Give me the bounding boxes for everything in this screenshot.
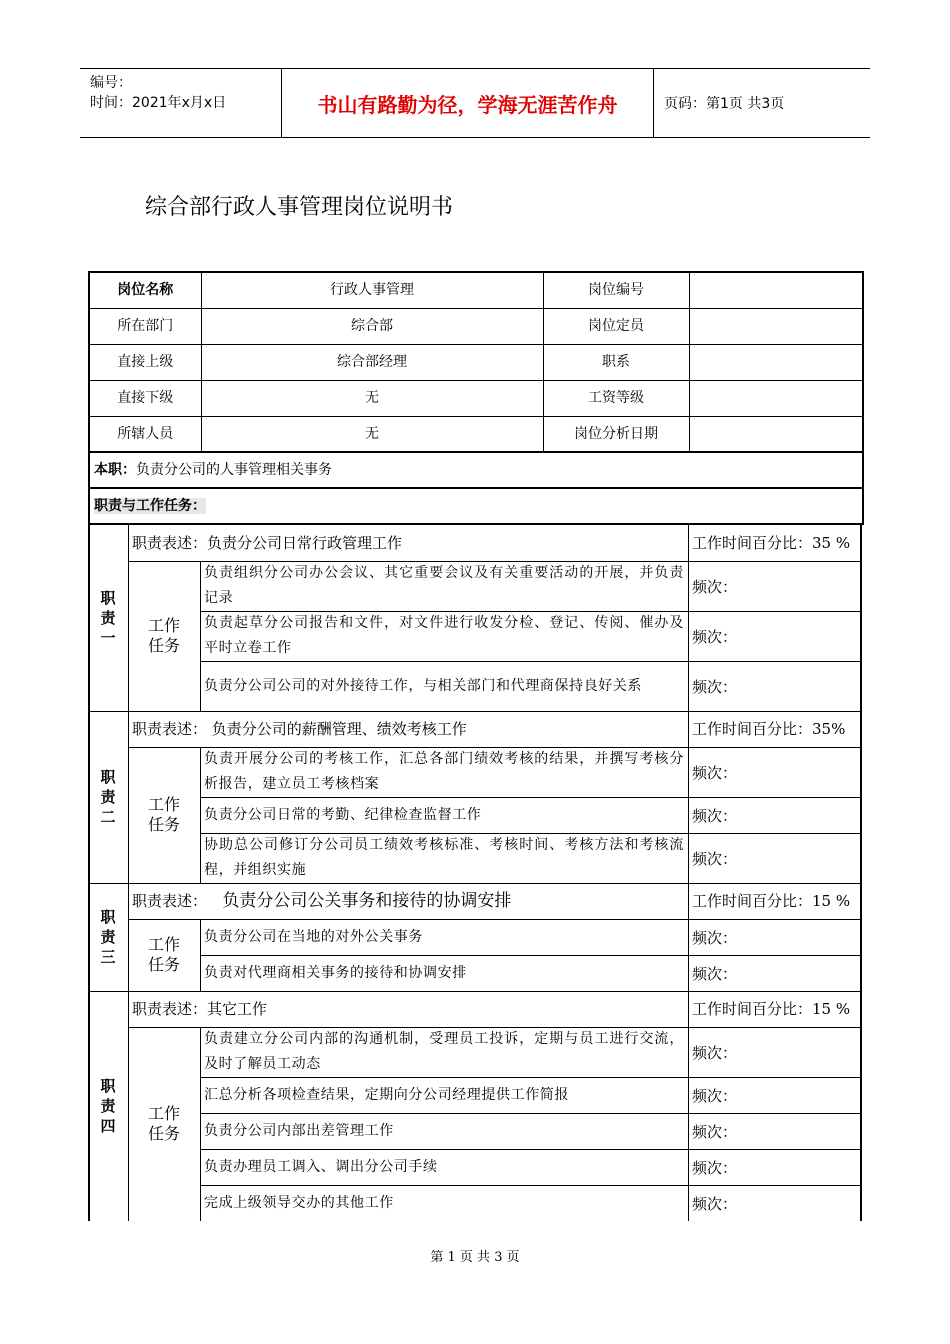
task-frequency: 频次： [692, 677, 738, 696]
work-tasks-label [128, 747, 200, 883]
info-label: 岗位名称 [89, 272, 201, 308]
task-item [204, 1113, 684, 1149]
info-value [689, 380, 863, 416]
task-item [204, 1185, 684, 1221]
duty-desc-text: 负责分公司的薪酬管理、绩效考核工作 [207, 720, 467, 738]
task-frequency: 频次： [692, 1158, 738, 1177]
task-item [204, 1149, 684, 1185]
table-rule [128, 919, 862, 920]
duty-desc-text: 负责分公司公关事务和接待的协调安排 [217, 891, 512, 911]
duty-summary-row [89, 452, 863, 488]
duty-desc-label: 职责表述： [132, 720, 208, 738]
task-frequency: 频次： [692, 1194, 738, 1213]
task-text: 负责起草分公司报告和文件，对文件进行收发分检、登记、传阅、催办及平时立卷工作 [204, 615, 684, 656]
info-label: 职系 [543, 344, 689, 380]
task-item [204, 833, 684, 883]
duty-desc [132, 883, 684, 919]
task-frequency: 频次： [692, 627, 738, 646]
work-tasks-label-text: 工作任务 [148, 616, 181, 655]
task-text: 负责开展分公司的考核工作，汇总各部门绩效考核的结果，并撰写考核分析报告，建立员工考核档案 [204, 751, 684, 792]
info-label: 工资等级 [543, 380, 689, 416]
table-rule [688, 525, 689, 711]
task-item [204, 1027, 684, 1077]
header-motto: 书山有路勤为径，学海无涯苦作舟 [282, 69, 654, 137]
info-value: 综合部 [201, 308, 543, 344]
task-frequency: 频次： [692, 849, 738, 868]
info-value: 综合部经理 [201, 344, 543, 380]
duty-name [88, 711, 128, 883]
task-text: 负责办理员工调入、调出分公司手续 [204, 1158, 438, 1175]
table-rule [200, 919, 201, 991]
task-item [204, 747, 684, 797]
work-tasks-label [128, 561, 200, 711]
table-rule [128, 883, 129, 991]
task-frequency: 频次： [692, 1086, 738, 1105]
page-header [80, 68, 870, 138]
duty-desc [132, 991, 684, 1027]
info-row [89, 308, 863, 344]
task-frequency: 频次： [692, 964, 738, 983]
info-row [89, 344, 863, 380]
table-rule [688, 991, 689, 1221]
work-tasks-label-text: 工作任务 [148, 1104, 181, 1143]
task-item [204, 955, 684, 991]
info-row [89, 272, 863, 308]
task-frequency: 频次： [692, 928, 738, 947]
table-rule [128, 1027, 862, 1028]
task-text: 负责分公司在当地的对外公关事务 [204, 928, 423, 945]
task-text: 负责分公司公司的对外接待工作，与相关部门和代理商保持良好关系 [204, 677, 642, 694]
work-tasks-label-text: 工作任务 [148, 935, 181, 974]
work-tasks-label [128, 1027, 200, 1221]
duties-header-row [89, 488, 863, 524]
task-item [204, 611, 684, 661]
task-text: 协助总公司修订分公司员工绩效考核标准、考核时间、考核方法和考核流程，并组织实施 [204, 837, 684, 878]
table-rule [688, 883, 689, 991]
info-label: 所在部门 [89, 308, 201, 344]
number-label: 编号： [90, 75, 132, 91]
task-item [204, 919, 684, 955]
task-frequency: 频次： [692, 1122, 738, 1141]
duty-summary-text: 负责分公司的人事管理相关事务 [136, 462, 332, 478]
duty-desc-label: 职责表述： [132, 892, 208, 910]
table-rule [200, 561, 201, 711]
task-item [204, 561, 684, 611]
page-footer: 第 1 页 共 3 页 [430, 1250, 520, 1265]
info-label: 直接上级 [89, 344, 201, 380]
task-text: 负责分公司内部出差管理工作 [204, 1122, 394, 1139]
duty-summary-label: 本职： [94, 462, 136, 478]
task-text: 负责组织分公司办公会议、其它重要会议及有关重要活动的开展，并负责记录 [204, 565, 684, 606]
task-frequency: 频次： [692, 806, 738, 825]
info-label: 岗位分析日期 [543, 416, 689, 452]
table-rule [128, 747, 862, 748]
info-value [689, 308, 863, 344]
info-value: 无 [201, 416, 543, 452]
duties-header: 职责与工作任务： [94, 498, 206, 514]
duty-desc [132, 525, 684, 561]
time-label: 时间：2021年x月x日 [90, 95, 227, 111]
table-rule [128, 711, 129, 883]
task-text: 负责分公司日常的考勤、纪律检查监督工作 [204, 806, 482, 823]
table-rule [200, 747, 201, 883]
info-value [689, 344, 863, 380]
table-rule [88, 525, 90, 1221]
task-frequency: 频次： [692, 577, 738, 596]
job-description-table [88, 271, 864, 525]
info-row [89, 416, 863, 452]
task-text: 汇总分析各项检查结果，定期向分公司经理提供工作简报 [204, 1086, 569, 1103]
task-text: 负责建立分公司内部的沟通机制，受理员工投诉，定期与员工进行交流，及时了解员工动态 [204, 1031, 684, 1072]
duty-name [88, 525, 128, 711]
duty-time-pct: 工作时间百分比：35 % [692, 534, 851, 552]
work-tasks-label [128, 919, 200, 991]
duty-time-pct: 工作时间百分比：35% [692, 720, 846, 738]
table-rule [128, 991, 129, 1221]
duty-time-pct: 工作时间百分比：15 % [692, 1000, 851, 1018]
task-item [204, 797, 684, 833]
info-value: 无 [201, 380, 543, 416]
info-label: 岗位定员 [543, 308, 689, 344]
task-frequency: 频次： [692, 1043, 738, 1062]
info-label: 所辖人员 [89, 416, 201, 452]
info-label: 岗位编号 [543, 272, 689, 308]
duty-name-text: 职责二 [100, 768, 116, 826]
table-rule [128, 525, 129, 711]
duty-time-pct: 工作时间百分比：15 % [692, 892, 851, 910]
header-page-info: 页码：第1页 共3页 [664, 96, 785, 112]
duty-name-text: 职责三 [100, 908, 116, 966]
duty-name-text: 职责四 [100, 1077, 116, 1135]
info-value [689, 272, 863, 308]
task-item [204, 1077, 684, 1113]
duty-name [88, 883, 128, 991]
duty-name-text: 职责一 [100, 589, 116, 647]
table-rule [200, 1027, 201, 1221]
table-rule [128, 561, 862, 562]
info-value [689, 416, 863, 452]
duty-name [88, 991, 128, 1221]
duty-desc-label: 职责表述： [132, 534, 208, 552]
task-frequency: 频次： [692, 763, 738, 782]
header-meta [80, 69, 282, 137]
duty-desc [132, 711, 684, 747]
info-row [89, 380, 863, 416]
table-rule [860, 525, 862, 1221]
task-text: 负责对代理商相关事务的接待和协调安排 [204, 964, 467, 981]
work-tasks-label-text: 工作任务 [148, 795, 181, 834]
duty-desc-label: 职责表述： [132, 1000, 208, 1018]
table-rule [688, 711, 689, 883]
document-title: 综合部行政人事管理岗位说明书 [145, 195, 454, 220]
info-value: 行政人事管理 [201, 272, 543, 308]
task-item [204, 661, 684, 711]
duty-desc-text: 其它工作 [207, 1000, 268, 1018]
info-label: 直接下级 [89, 380, 201, 416]
duty-desc-text: 负责分公司日常行政管理工作 [207, 534, 403, 552]
task-text: 完成上级领导交办的其他工作 [204, 1194, 394, 1211]
